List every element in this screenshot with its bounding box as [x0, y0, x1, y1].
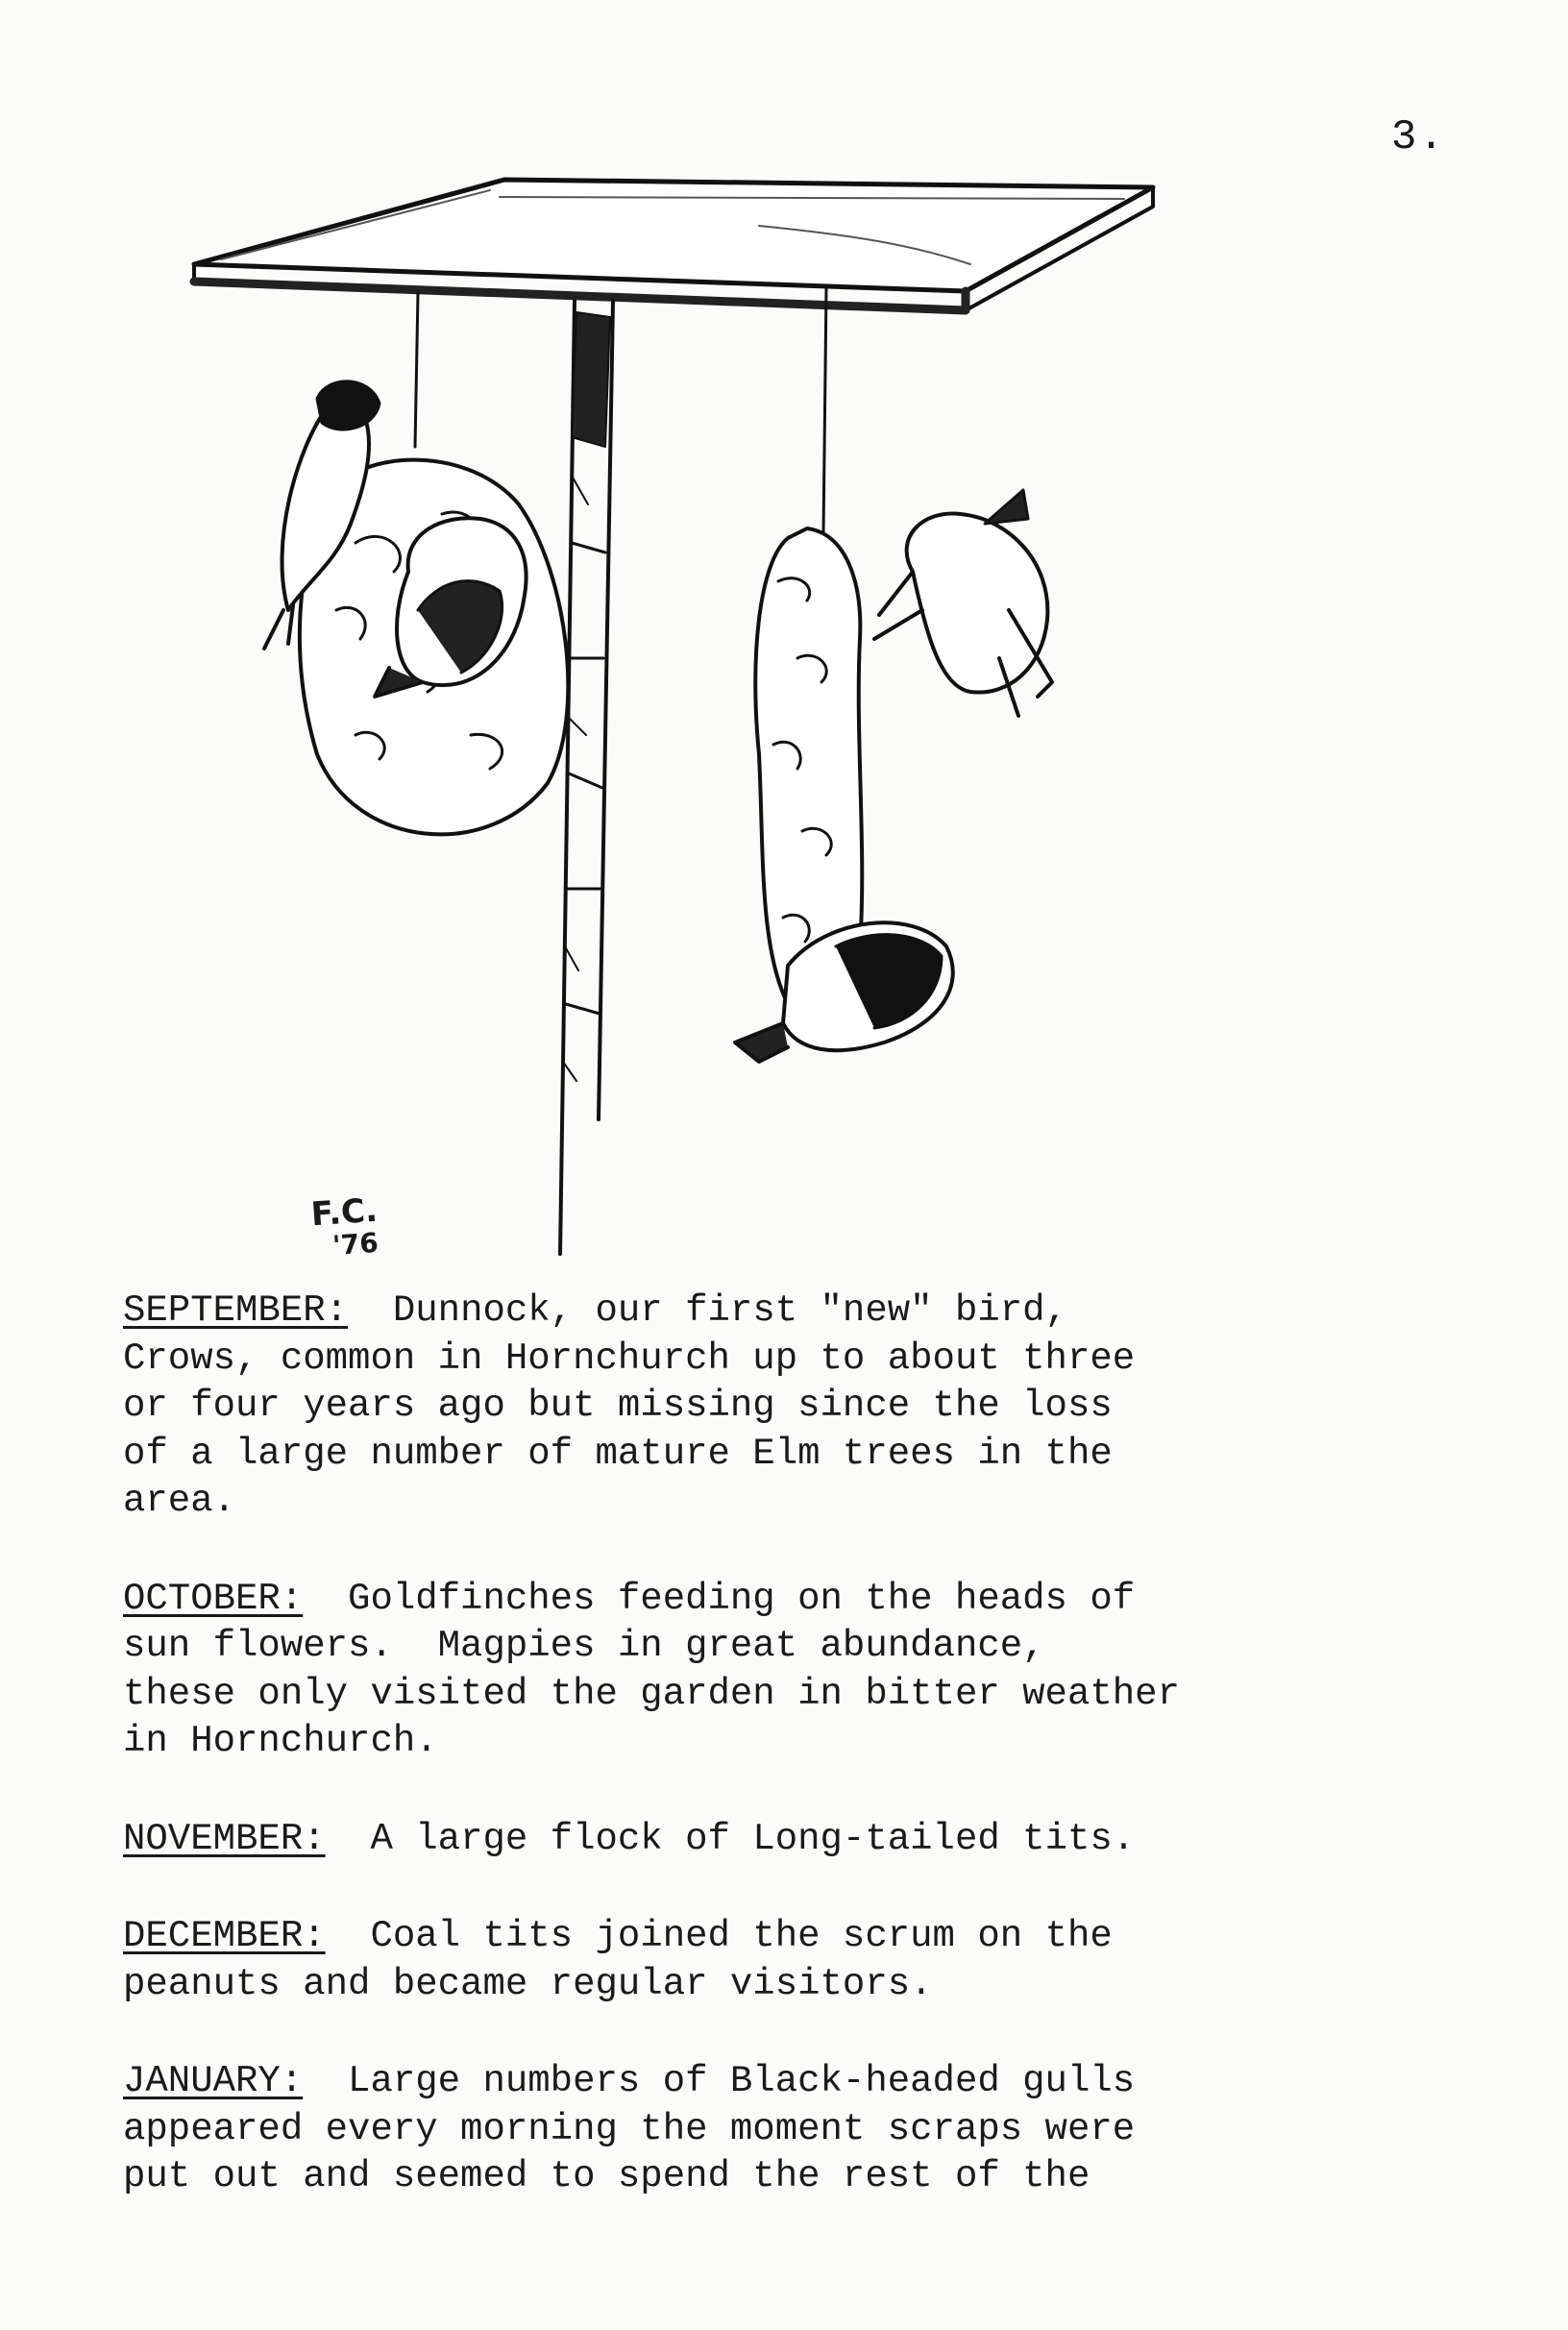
bird-right-body [907, 513, 1048, 692]
entry-line: area. [123, 1480, 236, 1522]
signature-year: '76 [331, 1226, 380, 1262]
entry-september [123, 1288, 1487, 1526]
entry-line: in Hornchurch. [123, 1720, 438, 1762]
entry-line: appeared every morning the moment scraps were [123, 2107, 1136, 2150]
entry-month: DECEMBER: [123, 1915, 326, 1957]
page-number: 3. [1391, 113, 1446, 161]
string-right [823, 288, 826, 533]
entry-line: Coal tits joined the scrum on the [325, 1915, 1113, 1957]
entry-line: peanuts and became regular visitors. [123, 1962, 933, 2005]
monthly-entries [123, 1288, 1487, 2201]
post-left-edge [560, 301, 575, 1254]
artist-signature [309, 1190, 381, 1264]
bird-table-drawing [183, 159, 1191, 1283]
entry-month: JANUARY: [123, 2060, 304, 2102]
entry-line: sun flowers. Magpies in great abundance, [123, 1625, 1045, 1667]
bird-table-illustration [183, 159, 1191, 1283]
entry-month: SEPTEMBER: [123, 1289, 349, 1332]
entry-line: of a large number of mature Elm trees in the [123, 1432, 1113, 1475]
entry-line: these only visited the garden in bitter weather [123, 1672, 1180, 1715]
entry-line: Crows, common in Hornchurch up to about three [123, 1337, 1136, 1380]
table-top [194, 180, 1153, 291]
entry-december [123, 1913, 1487, 2008]
entry-january [123, 2058, 1487, 2201]
entry-line: Large numbers of Black-headed gulls [303, 2060, 1136, 2102]
string-left [415, 293, 418, 447]
entry-month: NOVEMBER: [123, 1817, 326, 1860]
signature-initials: F.C. [309, 1190, 380, 1235]
entry-line: Goldfinches feeding on the heads of [303, 1577, 1136, 1620]
entry-line: or four years ago but missing since the loss [123, 1385, 1113, 1427]
entry-october [123, 1576, 1487, 1766]
entry-line: put out and seemed to spend the rest of the [123, 2155, 1090, 2197]
entry-line: A large flock of Long-tailed tits. [325, 1817, 1136, 1860]
entry-line: Dunnock, our first "new" bird, [348, 1289, 1067, 1332]
entry-month: OCTOBER: [123, 1577, 304, 1620]
entry-november [123, 1816, 1487, 1864]
